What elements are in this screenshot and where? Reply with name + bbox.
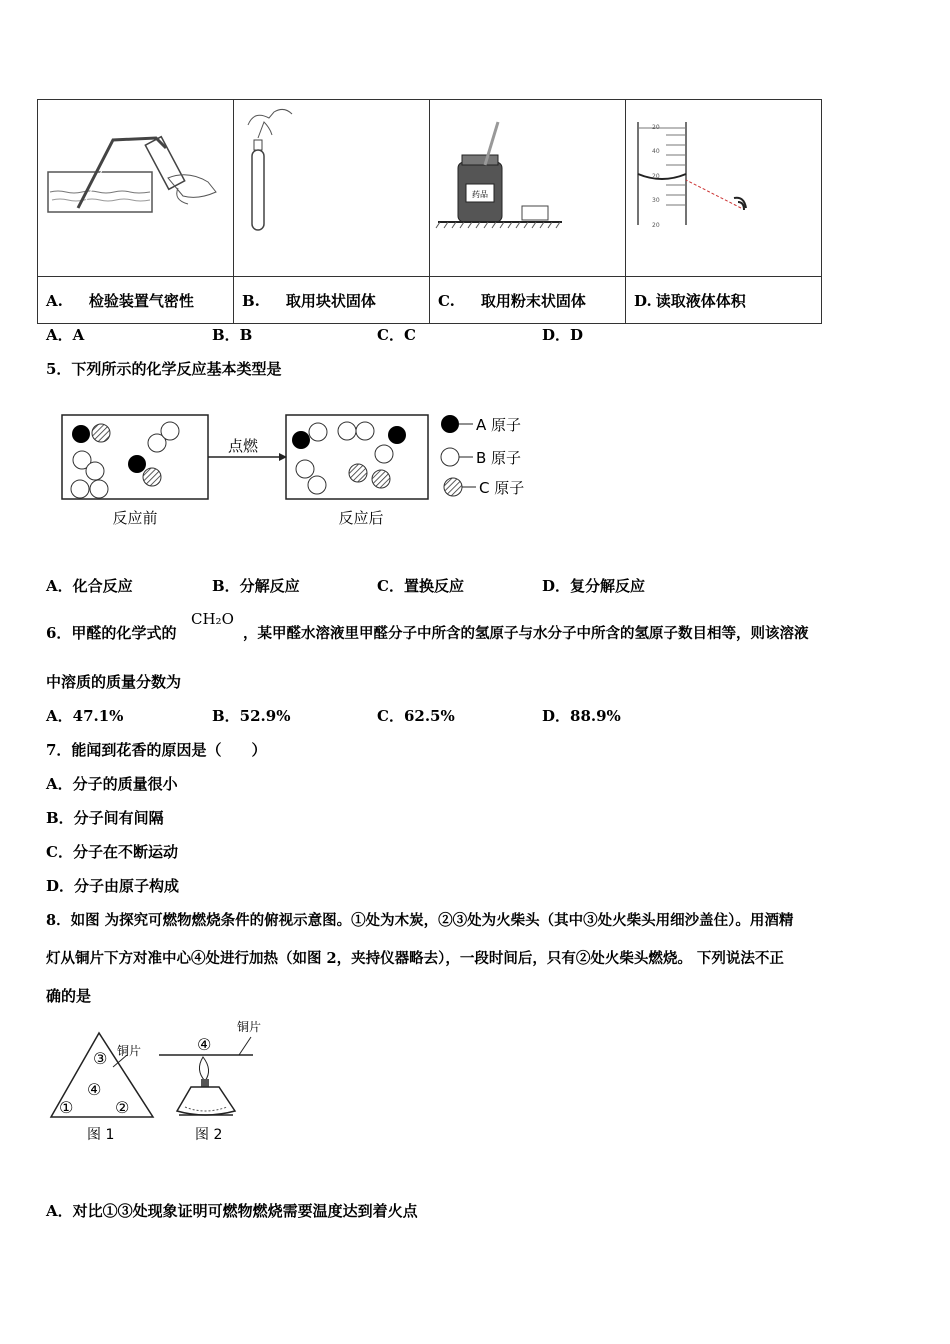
mark-2: ②	[115, 1098, 130, 1117]
block-solid-image	[234, 100, 430, 277]
caption-a: A. 检验装置气密性	[38, 277, 234, 324]
powder-solid-image	[430, 100, 626, 277]
tick-label: 20	[652, 124, 660, 131]
caption-d: D. 读取液体体积	[626, 277, 822, 324]
legend-c: C 原子	[479, 479, 525, 497]
airtightness-image	[38, 100, 234, 277]
legend-a: A 原子	[476, 416, 522, 434]
q6-option-d[interactable]: D．88.9%	[542, 707, 621, 725]
mark-4: ④	[87, 1080, 102, 1099]
fig2-label: 图 2	[195, 1127, 223, 1143]
q7-option-c[interactable]: C．分子在不断运动	[46, 843, 178, 861]
q8-option-a[interactable]: A．对比①③处现象证明可燃物燃烧需要温度达到着火点	[46, 1202, 418, 1220]
q7-option-d[interactable]: D．分子由原子构成	[46, 877, 180, 895]
q8-line2: 灯从铜片下方对准中心④处进行加热（如图 2，夹持仪器略去），一段时间后，只有②处火柴头燃烧。 下列说法不正	[46, 950, 784, 967]
q5-option-b[interactable]: B．分解反应	[212, 577, 300, 595]
q5-option-d[interactable]: D．复分解反应	[542, 577, 646, 595]
reaction-diagram	[55, 405, 555, 535]
q6-option-b[interactable]: B．52.9%	[212, 707, 291, 725]
q6-option-c[interactable]: C．62.5%	[377, 707, 455, 725]
arrow-label: 点燃	[227, 437, 259, 455]
tick-label: 20	[652, 173, 660, 180]
q6-formula: CH₂O	[191, 610, 234, 628]
q5-option-a[interactable]: A．化合反应	[46, 577, 133, 595]
q7-option-b[interactable]: B．分子间有间隔	[46, 809, 164, 827]
q6-stem-part2: ，某甲醛水溶液里甲醛分子中所含的氢原子与水分子中所含的氢原子数目相等，则该溶液	[243, 625, 809, 642]
q6-stem-part1: 6．甲醛的化学式的	[46, 624, 177, 642]
q8-line3: 确的是	[46, 987, 92, 1005]
read-volume-image	[626, 100, 822, 277]
fig1-label: 图 1	[87, 1127, 115, 1143]
q5-option-c[interactable]: C．置换反应	[377, 577, 464, 595]
q7-stem: 7．能闻到花香的原因是（ ）	[46, 741, 267, 759]
tick-label: 30	[652, 197, 660, 204]
q4-option-c[interactable]: C．C	[377, 326, 416, 344]
jar-label: 药品	[472, 190, 488, 199]
experiment-table	[37, 99, 822, 324]
mark-3: ③	[93, 1049, 108, 1068]
read-volume-illustration	[626, 100, 821, 272]
q5-stem: 5．下列所示的化学反应基本类型是	[46, 360, 282, 378]
caption-c: C. 取用粉末状固体	[430, 277, 626, 324]
q4-option-a[interactable]: A．A	[46, 326, 85, 344]
caption-b: B. 取用块状固体	[234, 277, 430, 324]
q6-option-a[interactable]: A．47.1%	[46, 707, 124, 725]
q8-line1: 8．如图 为探究可燃物燃烧条件的俯视示意图。①处为木炭，②③处为火柴头（其中③处火柴头用细沙盖住）。用酒精	[46, 912, 794, 929]
q4-option-b[interactable]: B．B	[212, 326, 253, 344]
mark-4-fig2: ④	[197, 1035, 212, 1054]
before-label: 反应前	[112, 509, 158, 527]
copper-label-1: 铜片	[117, 1044, 142, 1058]
combustion-figures	[45, 1015, 285, 1150]
q6-stem-line2: 中溶质的质量分数为	[46, 673, 182, 691]
airtightness-illustration	[38, 100, 233, 272]
tick-label: 40	[652, 148, 660, 155]
after-label: 反应后	[338, 509, 384, 527]
mark-1: ①	[59, 1098, 74, 1117]
tick-label: 20	[652, 222, 660, 229]
legend-b: B 原子	[476, 449, 522, 467]
block-solid-illustration	[234, 100, 429, 272]
copper-label-2: 铜片	[237, 1020, 262, 1034]
powder-solid-illustration	[430, 100, 625, 272]
q4-option-d[interactable]: D．D	[542, 326, 584, 344]
q7-option-a[interactable]: A．分子的质量很小	[46, 775, 178, 793]
